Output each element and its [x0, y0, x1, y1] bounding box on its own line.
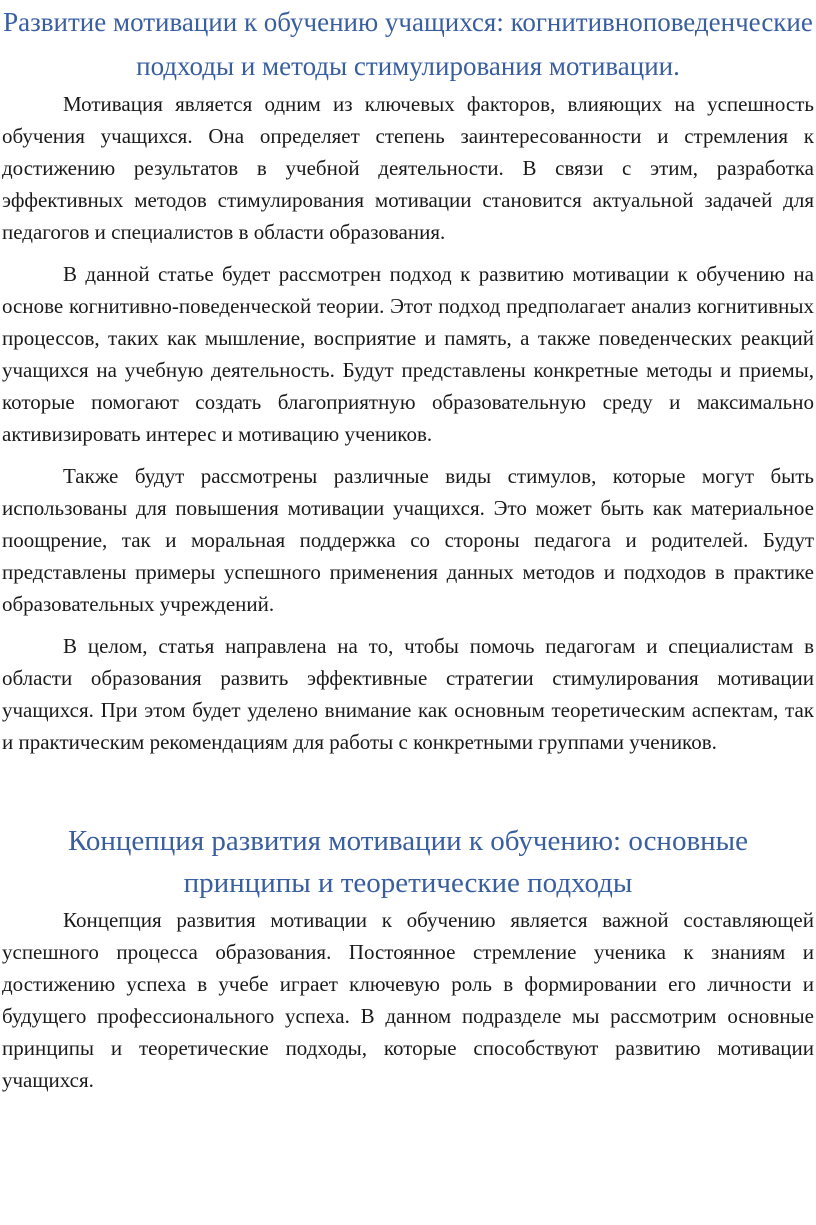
section1-paragraph-3: Также будут рассмотрены различные виды стимулов, которые могут быть использованы для повышения мотивации учащихся. Это может быть как материальное поощрение, так и моральная поддержка со стороны педагога и родителей. Будут представлены примеры успешного применения данных методов и подходов в практике образовательных учреждений. [2, 464, 814, 616]
section1-paragraph-2: В данной статье будет рассмотрен подход к развитию мотивации к обучению на основе когнитивно-поведенческой теории. Этот подход предполагает анализ когнитивных процессов, таких как мышление, восприятие и память, а также поведенческих реакций учащихся на учебную деятельность. Будут представлены конкретные методы и приемы, которые помогают создать благоприятную образовательную среду и максимально активизировать интерес и мотивацию учеников. [2, 262, 814, 446]
section2-title: Концепция развития мотивации к обучению: основные принципы и теоретические подходы [67, 825, 749, 899]
section1-paragraph-4: В целом, статья направлена на то, чтобы помочь педагогам и специалистам в области образования развить эффективные стратегии стимулирования мотивации учащихся. При этом будет уделено внимание как основным теоретическим аспектам, так и практическим рекомендациям для работы с конкретными группами учеников. [2, 634, 814, 754]
section1-paragraph-1: Мотивация является одним из ключевых факторов, влияющих на успешность обучения учащихся. Она определяет степень заинтересованности и стремления к достижению результатов в учебной деятельности. В связи с этим, разработка эффективных методов стимулирования мотивации становится актуальной задачей для педагогов и специалистов в области образования. [2, 92, 814, 244]
section2-paragraph-1: Концепция развития мотивации к обучению является важной составляющей успешного процесса образования. Постоянное стремление ученика к знаниям и достижению успеха в учебе играет ключевую роль в формировании его личности и будущего профессионального успеха. В данном подразделе мы рассмотрим основные принципы и теоретические подходы, которые способствуют развитию мотивации учащихся. [2, 908, 814, 1092]
section1-title: Развитие мотивации к обучению учащихся: когнитивноповеденческие подходы и методы стимулирования мотивации. [3, 7, 813, 81]
